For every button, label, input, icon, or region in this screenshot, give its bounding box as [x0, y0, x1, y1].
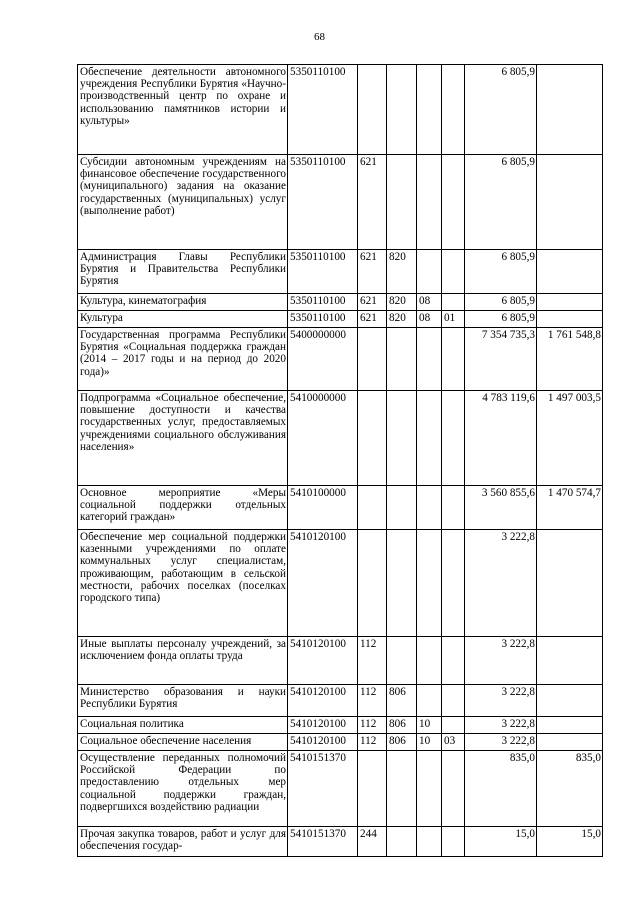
- expense-type-code: 112: [358, 685, 387, 717]
- table-row: [78, 311, 603, 328]
- subsection-code: [442, 637, 465, 685]
- amount-2: [537, 311, 603, 328]
- amount-2: [537, 637, 603, 685]
- expense-type-code: 621: [358, 250, 387, 294]
- table-row: [78, 65, 603, 155]
- item-name: Социальная политика: [78, 717, 288, 734]
- subsection-code: [442, 391, 465, 486]
- section-code: [417, 328, 442, 391]
- amount-2: 1 497 003,5: [537, 391, 603, 486]
- amount-1: 7 354 735,3: [465, 328, 537, 391]
- ministry-code: [387, 751, 417, 827]
- expense-type-code: 621: [358, 155, 387, 250]
- ministry-code: [387, 328, 417, 391]
- subsection-code: [442, 65, 465, 155]
- ministry-code: 806: [387, 717, 417, 734]
- subsection-code: [442, 328, 465, 391]
- target-article-code: 5410151370: [288, 751, 358, 827]
- item-name: Прочая закупка товаров, работ и услуг для обеспечения государ-: [78, 827, 288, 857]
- amount-1: 3 222,8: [465, 637, 537, 685]
- section-code: [417, 155, 442, 250]
- subsection-code: [442, 530, 465, 637]
- subsection-code: [442, 155, 465, 250]
- table-row: [78, 294, 603, 311]
- table-row: [78, 751, 603, 827]
- ministry-code: [387, 486, 417, 530]
- amount-1: 6 805,9: [465, 65, 537, 155]
- amount-1: 6 805,9: [465, 250, 537, 294]
- item-name: Социальное обеспечение населения: [78, 734, 288, 751]
- table-row: [78, 530, 603, 637]
- table-row: [78, 328, 603, 391]
- ministry-code: [387, 637, 417, 685]
- expense-type-code: 621: [358, 294, 387, 311]
- table-row: [78, 391, 603, 486]
- item-name: Основное мероприятие «Меры социальной поддержки отдельных категорий граждан»: [78, 486, 288, 530]
- section-code: [417, 685, 442, 717]
- section-code: 10: [417, 717, 442, 734]
- ministry-code: [387, 65, 417, 155]
- amount-1: 3 222,8: [465, 530, 537, 637]
- amount-2: [537, 685, 603, 717]
- item-name: Иные выплаты персоналу учреждений, за исключением фонда оплаты труда: [78, 637, 288, 685]
- amount-2: [537, 734, 603, 751]
- expense-type-code: 112: [358, 637, 387, 685]
- subsection-code: [442, 717, 465, 734]
- amount-1: 6 805,9: [465, 294, 537, 311]
- ministry-code: [387, 827, 417, 857]
- subsection-code: [442, 486, 465, 530]
- section-code: [417, 530, 442, 637]
- subsection-code: [442, 827, 465, 857]
- amount-1: 3 222,8: [465, 685, 537, 717]
- amount-1: 15,0: [465, 827, 537, 857]
- amount-2: 835,0: [537, 751, 603, 827]
- budget-table-body: [78, 65, 603, 857]
- item-name: Культура, кинематография: [78, 294, 288, 311]
- section-code: [417, 827, 442, 857]
- item-name: Министерство образования и науки Республики Бурятия: [78, 685, 288, 717]
- amount-2: [537, 294, 603, 311]
- expense-type-code: [358, 530, 387, 637]
- target-article-code: 5410120100: [288, 717, 358, 734]
- table-row: [78, 717, 603, 734]
- ministry-code: [387, 155, 417, 250]
- item-name: Обеспечение деятельности автономного учреждения Республики Бурятия «Научно-производственный центр по охране и использованию памятников истории и культуры»: [78, 65, 288, 155]
- ministry-code: 820: [387, 294, 417, 311]
- table-row: [78, 250, 603, 294]
- table-row: [78, 486, 603, 530]
- subsection-code: [442, 751, 465, 827]
- table-row: [78, 827, 603, 857]
- amount-1: 835,0: [465, 751, 537, 827]
- ministry-code: 820: [387, 311, 417, 328]
- section-code: 08: [417, 311, 442, 328]
- ministry-code: 806: [387, 734, 417, 751]
- item-name: Администрация Главы Республики Бурятия и Правительства Республики Бурятия: [78, 250, 288, 294]
- expense-type-code: [358, 65, 387, 155]
- subsection-code: 01: [442, 311, 465, 328]
- target-article-code: 5400000000: [288, 328, 358, 391]
- section-code: 08: [417, 294, 442, 311]
- section-code: [417, 391, 442, 486]
- amount-1: 3 222,8: [465, 734, 537, 751]
- section-code: 10: [417, 734, 442, 751]
- amount-2: [537, 530, 603, 637]
- subsection-code: [442, 685, 465, 717]
- expense-type-code: 621: [358, 311, 387, 328]
- item-name: Культура: [78, 311, 288, 328]
- target-article-code: 5410120100: [288, 637, 358, 685]
- target-article-code: 5350110100: [288, 65, 358, 155]
- amount-1: 6 805,9: [465, 155, 537, 250]
- amount-2: 15,0: [537, 827, 603, 857]
- ministry-code: [387, 391, 417, 486]
- amount-1: 3 560 855,6: [465, 486, 537, 530]
- target-article-code: 5350110100: [288, 155, 358, 250]
- target-article-code: 5410120100: [288, 530, 358, 637]
- expense-type-code: [358, 328, 387, 391]
- ministry-code: 820: [387, 250, 417, 294]
- expense-type-code: [358, 391, 387, 486]
- amount-2: 1 761 548,8: [537, 328, 603, 391]
- subsection-code: [442, 294, 465, 311]
- subsection-code: [442, 250, 465, 294]
- section-code: [417, 250, 442, 294]
- page-number: 68: [314, 31, 325, 43]
- expense-type-code: 244: [358, 827, 387, 857]
- amount-2: [537, 717, 603, 734]
- item-name: Осуществление переданных полномочий Российской Федерации по предоставлению отдельных мер социальной поддержки граждан, подвергшихся воздействию радиации: [78, 751, 288, 827]
- subsection-code: 03: [442, 734, 465, 751]
- target-article-code: 5410120100: [288, 685, 358, 717]
- target-article-code: 5410151370: [288, 827, 358, 857]
- item-name: Обеспечение мер социальной поддержки казенными учреждениями по оплате коммунальных услуг специалистам, проживающим, работающим в сельской местности, рабочих поселках (поселках городского типа): [78, 530, 288, 637]
- budget-table: [77, 64, 603, 857]
- expense-type-code: [358, 486, 387, 530]
- target-article-code: 5410100000: [288, 486, 358, 530]
- amount-2: 1 470 574,7: [537, 486, 603, 530]
- amount-2: [537, 65, 603, 155]
- table-row: [78, 637, 603, 685]
- section-code: [417, 486, 442, 530]
- item-name: Субсидии автономным учреждениям на финансовое обеспечение государственного (муниципального) задания на оказание государственных (муниципальных) услуг (выполнение работ): [78, 155, 288, 250]
- section-code: [417, 751, 442, 827]
- expense-type-code: 112: [358, 717, 387, 734]
- expense-type-code: 112: [358, 734, 387, 751]
- target-article-code: 5410120100: [288, 734, 358, 751]
- amount-1: 6 805,9: [465, 311, 537, 328]
- table-row: [78, 685, 603, 717]
- ministry-code: 806: [387, 685, 417, 717]
- expense-type-code: [358, 751, 387, 827]
- amount-2: [537, 250, 603, 294]
- target-article-code: 5350110100: [288, 250, 358, 294]
- amount-2: [537, 155, 603, 250]
- target-article-code: 5350110100: [288, 294, 358, 311]
- section-code: [417, 637, 442, 685]
- ministry-code: [387, 530, 417, 637]
- table-row: [78, 734, 603, 751]
- item-name: Подпрограмма «Социальное обеспечение, повышение доступности и качества государственных услуг, предоставляемых учреждениями социального обслуживания населения»: [78, 391, 288, 486]
- amount-1: 4 783 119,6: [465, 391, 537, 486]
- table-row: [78, 155, 603, 250]
- item-name: Государственная программа Республики Бурятия «Социальная поддержка граждан (2014 – 2017 годы и на период до 2020 года)»: [78, 328, 288, 391]
- target-article-code: 5350110100: [288, 311, 358, 328]
- amount-1: 3 222,8: [465, 717, 537, 734]
- target-article-code: 5410000000: [288, 391, 358, 486]
- section-code: [417, 65, 442, 155]
